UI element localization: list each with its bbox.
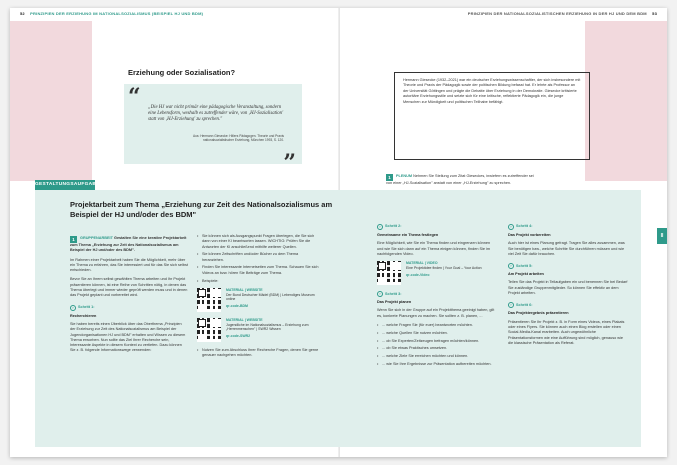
left-page-number: 52 (20, 11, 25, 16)
list-item: • ... ob Sie Experten/Zeitzeugen befragen möchten/können. (377, 339, 495, 344)
step-6-text: Präsentieren Sie Ihr Projekt z. B. in Form eines Videos, eines Plakats oder eines Flyers. Sie können auch einen Blog erstellen oder einen Social-Media-Kanal erarbeiten. Auch ungewöhnliche Präsentationsformen wie eine Aufführung sind möglich, genauso wie die klassische Präsentation als Referat. (508, 319, 625, 345)
material-bdm[interactable] (197, 288, 319, 312)
left-running-title: PRINZIPIEN DER ERZIEHUNG IM NATIONALSOZIALISMUS (BEISPIEL HJ UND BDM) (30, 11, 204, 16)
step-6-label: Schritt 6: (516, 302, 533, 307)
step-5-title: Am Projekt arbeiten (508, 272, 544, 277)
plenum-task (386, 174, 536, 186)
step-5-label: Schritt 5: (516, 263, 533, 268)
material-label: MATERIAL | WEBSITE (226, 287, 263, 292)
arrow-right-icon: › (70, 305, 76, 311)
list-item: • ... welche Fragen Sie (für euer) beantworten möchten. (377, 323, 495, 328)
step-2-label: Schritt 2: (385, 224, 402, 229)
close-quote-icon: ” (283, 150, 296, 176)
chapter-edge-tab: II (657, 228, 667, 244)
step-4-title: Das Projekt vorbereiten (508, 233, 551, 237)
task-paragraph-2: Im Rahmen einer Projektarbeit haben Sie die Möglichkeit, mehr über ein Thema zu erfahren, das Sie interessiert und für das Sie sich selbst entschieden. (70, 257, 188, 273)
step-1-label: Schritt 1: (78, 305, 95, 310)
right-running-title: PRINZIPIEN DER NATIONALSOZIALISTISCHEN ERZIEHUNG IN DER HJ UND DEM BDM (467, 11, 647, 16)
list-item: • Beispiele: (197, 279, 319, 284)
open-quote-icon: “ (128, 84, 141, 110)
task-paragraph-3: Bevor Sie an Ihrem selbst gewählten Thema arbeiten und Ihr Projekt präsentieren können, ist eine Reihe von Schritten nötig, in denen das Thema überlegt und immer wieder geprüft werden muss und in denen das Projekt geplant und vorbereitet wird. (70, 277, 188, 298)
list-item: • Finden Sie interessante Internetseiten zum Thema. Schauen Sie sich Videos an bzw. hören Sie Beiträge zum Thema. (197, 265, 319, 276)
list-item: • ... wie Sie Ihre Ergebnisse zur Präsentation aufbereiten möchten. (377, 362, 495, 367)
material-code[interactable]: qr-code-SWR2 (226, 334, 251, 339)
right-pink-margin (585, 21, 667, 181)
material-video[interactable] (377, 261, 495, 285)
plenum-label: PLENUM (396, 174, 413, 178)
arrow-right-icon: › (508, 224, 514, 230)
material-code[interactable]: qr-code-BDM (226, 304, 248, 309)
task-lead-text: Gestalten Sie eine kreative Projektarbeit zum Thema „Erziehung zur Zeit des Nationalsozialismus am Beispiel der HJ und/oder des BDM". (70, 236, 187, 253)
step-3-label: Schritt 3: (385, 291, 402, 296)
right-page-header (468, 11, 661, 16)
list-item: • ... welche Quellen Sie nutzen möchten. (377, 331, 495, 336)
step-4-text: Auch hier ist eines Planung gefragt. Tragen Sie alles zusammen, was Sie benötigen bzw., welche Schritte Sie durchführen müssen und wie viel Zeit Sie dafür brauchen. (508, 241, 625, 256)
list-item: • Sie können sich als Ausgangspunkt Fragen überlegen, die Sie sich dann von einer KI beantworten lassen. WICHTIG: Prüfen Sie die Antworten der KI anschließend mithilfe weiterer Quellen. (197, 234, 319, 250)
step-1-heading (70, 305, 188, 311)
left-page-header (16, 11, 203, 16)
task-column-3 (377, 218, 495, 370)
task-column-4 (508, 218, 628, 350)
task-column-1 (70, 236, 188, 358)
gruppenarbeit-label: GRUPPENARBEIT (80, 236, 113, 240)
quote-section-title: Erziehung oder Sozialisation? (128, 68, 236, 77)
step-3-title: Das Projekt planen (377, 300, 412, 305)
qr-code-icon[interactable] (377, 261, 401, 285)
step-4-label: Schritt 4: (516, 224, 533, 229)
bio-box (394, 72, 590, 160)
step-4-heading (508, 224, 628, 230)
qr-code-icon[interactable] (197, 318, 221, 342)
step-6-title: Das Projektergebnis präsentieren (508, 311, 569, 316)
task-box (35, 190, 641, 447)
qr-code-icon[interactable] (197, 288, 221, 312)
step-1-title: Recherchieren (70, 313, 97, 318)
step-2-title: Gemeinsame ein Thema festlegen (377, 233, 439, 237)
quote-text: „Die HJ war nicht primär eine pädagogische Veranstaltung, sondern eine Lebensform, weshalb es zutreffender wäre, von ‚HJ-Sozialisation' statt von ‚HJ-Erziehung' zu sprechen." (148, 105, 284, 123)
step-5-heading (508, 263, 628, 269)
quote-source: Aus: Hermann Giesecke: Hitlers Pädagogen. Theorie und Praxis nationalsozialistischer Erziehung, München 1993, S. 120. (192, 134, 284, 143)
material-text: Jugendliche im Nationalsozialismus – Erziehung zum „Herrenmenschen" | SWR2 Wissen (226, 322, 309, 332)
project-title: Projektarbeit zum Thema „Erziehung zur Zeit des Nationalsozialismus am Beispiel der HJ und/oder des BDM" (70, 200, 333, 219)
task-number-badge: 1 (70, 236, 77, 243)
step-2-text: Eine Möglichkeit, wie Sie ein Thema finden und eingrenzen können und wie Sie sich dann auf ein Thema einigen können, finden Sie im nachfolgenden Video. (377, 241, 491, 256)
book-spread (10, 8, 667, 457)
step-1-text: Sie haben bereits einen Überblick über das Oberthema „Prinzipien der Erziehung zur Zeit des Nationalsozialismus am Beispiel der Jugendorganisationen HJ und BDM" erhalten und Wissen zu diesem Thema erworben. Nun sollte das Ziel Ihrer Recherche sein, Interessante Aspekte in diesem Kontext zu vertiefen. Dazu können Sie z. B. folgende Informationswege verwenden: (70, 321, 186, 353)
material-text: Eine Projektidee finden | Your Goal – Your Action (406, 265, 482, 270)
step-5-text: Teilen Sie das Projekt in Teilaufgaben ein und benennen Sie bei Bedarf Sie zuständige Gruppenmitglieder. So können Sie effektiv an dem Projekt arbeiten. (508, 280, 628, 296)
list-item: • ... ob Sie etwas Praktisches umsetzen. (377, 346, 495, 351)
task-column-2 (197, 234, 319, 361)
bio-text: Hermann Giesecke (1932–2021) war ein deutscher Erziehungswissenschaftler, der sich insbesondere mit Theorie und Praxis der Pädagogik sowie der politischen Bildung befasst hat. Er lehrte als Professor an der Universität Göttingen und prägte die Debatte über Erziehung in der Demokratie. Giesecke kritisierte autoritäre Erziehungsstile und setzte sich für eine kritische, reflektierte Pädagogik ein, die junge Menschen zur Mündigkeit und politischen Teilhabe befähigt. (403, 78, 581, 104)
arrow-right-icon: › (377, 291, 383, 297)
quote-box (124, 84, 302, 176)
gestaltungsaufgabe-tab: GESTALTUNGSAUFGABE (35, 180, 95, 190)
material-code[interactable]: qr-code-Video (406, 272, 430, 277)
list-item: • Sie können Zeitschriften und/oder Bücher zu dem Thema heranziehen. (197, 252, 319, 263)
list-item: • ... welche Ziele Sie erreichen möchten und können. (377, 354, 495, 359)
material-swr2[interactable] (197, 318, 319, 342)
step-3-text: Wenn Sie sich in der Gruppe auf ein Projektthema geeinigt haben, gilt es, konkrete Planungen zu machen. Sie sollten z. B. planen, ... (377, 308, 495, 318)
material-label: MATERIAL | VIDEO (406, 261, 438, 266)
arrow-right-icon: › (508, 263, 514, 269)
list-item: • Nutzen Sie zum Abschluss Ihrer Recherche Fragen, denen Sie gerne genauer nachgehen möchten. (197, 348, 319, 359)
right-page-number: 53 (652, 11, 657, 16)
step-3-heading (377, 291, 495, 297)
material-text: Der Bund Deutscher Mädel (BDM) | Lebendiges Museum online (226, 292, 315, 302)
material-label: MATERIAL | WEBSITE (226, 317, 263, 322)
left-pink-margin (10, 21, 92, 181)
step-6-heading (508, 302, 628, 308)
step-2-heading (377, 224, 495, 230)
arrow-right-icon: › (377, 224, 383, 230)
plenum-text: Nehmen Sie Stellung zum Zitat Gieseckes, inwiefern es zutreffender sei von einer „HJ-Sozialisation" anstatt von einer „HJ-Erziehung" zu sprechen. (386, 174, 534, 185)
arrow-right-icon: › (508, 302, 514, 308)
plenum-number-badge: 1 (386, 174, 393, 181)
